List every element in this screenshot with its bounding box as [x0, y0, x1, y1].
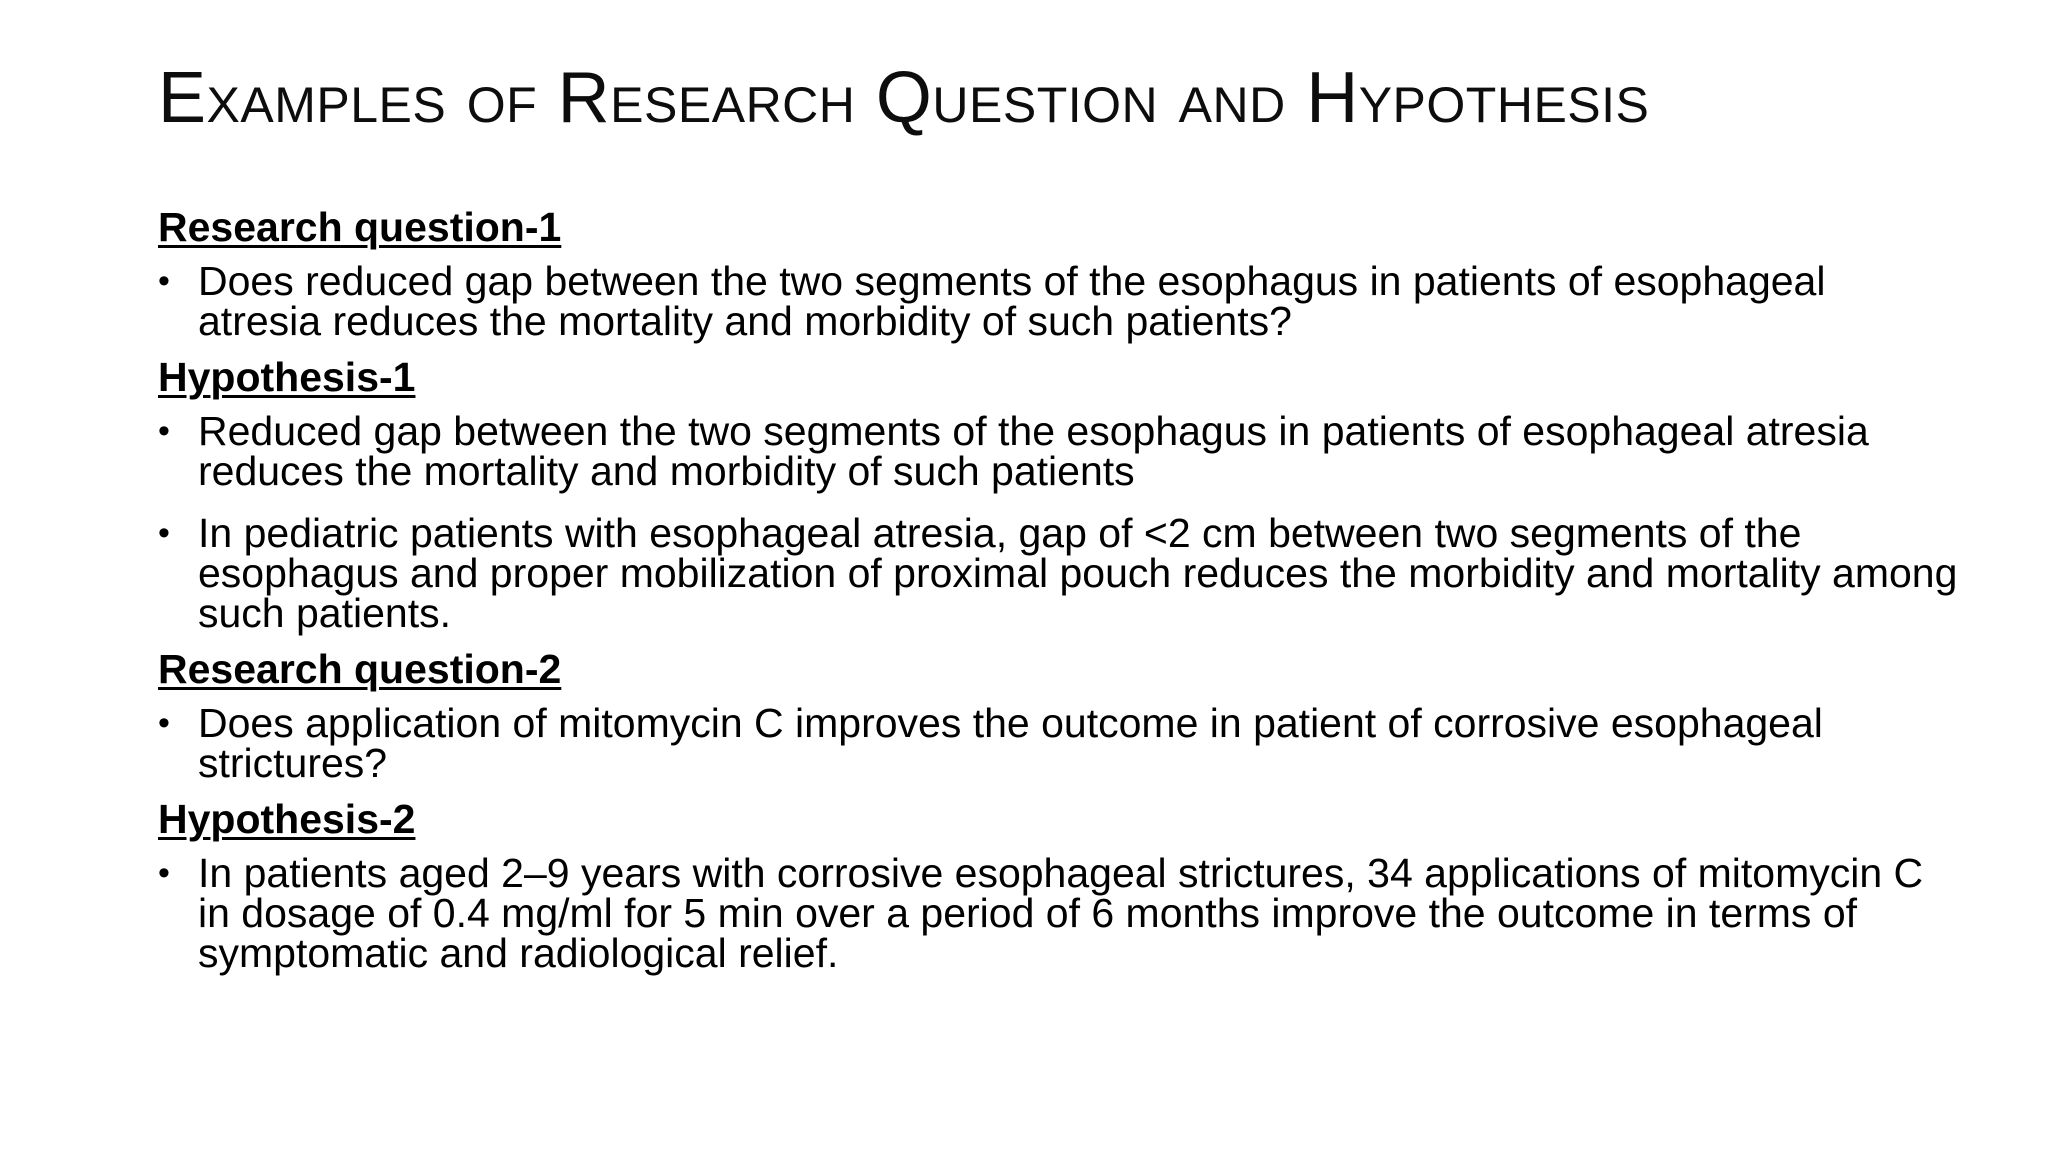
- bullet-item: [158, 850, 1958, 976]
- section-hypothesis-1: [158, 355, 1958, 647]
- bullet-icon: •: [158, 412, 170, 450]
- bullet-icon: •: [158, 514, 170, 552]
- bullet-item: [158, 408, 1958, 494]
- bullet-icon: •: [158, 262, 170, 300]
- section-research-question-1: [158, 205, 1958, 355]
- slide-title: Examples of Research Question and Hypothesis: [158, 58, 1650, 138]
- section-research-question-2: [158, 647, 1958, 797]
- section-heading: Research question-1: [158, 204, 562, 250]
- bullet-list: [158, 408, 1958, 636]
- bullet-text: Reduced gap between the two segments of the esophagus in patients of esophageal atresia reduces the mortality and morbidity of such patients: [198, 408, 1869, 494]
- section-heading: Hypothesis-1: [158, 354, 416, 400]
- bullet-item: [158, 510, 1958, 636]
- bullet-list: [158, 850, 1958, 976]
- bullet-item: [158, 700, 1958, 786]
- bullet-icon: •: [158, 854, 170, 892]
- bullet-text: Does application of mitomycin C improves the outcome in patient of corrosive esophageal strictures?: [198, 700, 1823, 786]
- bullet-text: Does reduced gap between the two segments of the esophagus in patients of esophageal atresia reduces the mortality and morbidity of such patients?: [198, 258, 1826, 344]
- section-heading: Research question-2: [158, 646, 562, 692]
- section-hypothesis-2: [158, 796, 1958, 976]
- bullet-text: In patients aged 2–9 years with corrosive esophageal strictures, 34 applications of mitomycin C in dosage of 0.4 mg/ml for 5 min over a period of 6 months improve the outcome in terms of symptomatic and radiological relief.: [198, 850, 1924, 976]
- bullet-list: [158, 700, 1958, 786]
- section-heading: Hypothesis-2: [158, 796, 416, 842]
- bullet-item: [158, 258, 1958, 344]
- bullet-icon: •: [158, 704, 170, 742]
- bullet-text: In pediatric patients with esophageal atresia, gap of <2 cm between two segments of the esophagus and proper mobilization of proximal pouch reduces the morbidity and mortality among such patients.: [198, 510, 1958, 636]
- slide-content: [158, 204, 1958, 976]
- bullet-list: [158, 258, 1958, 344]
